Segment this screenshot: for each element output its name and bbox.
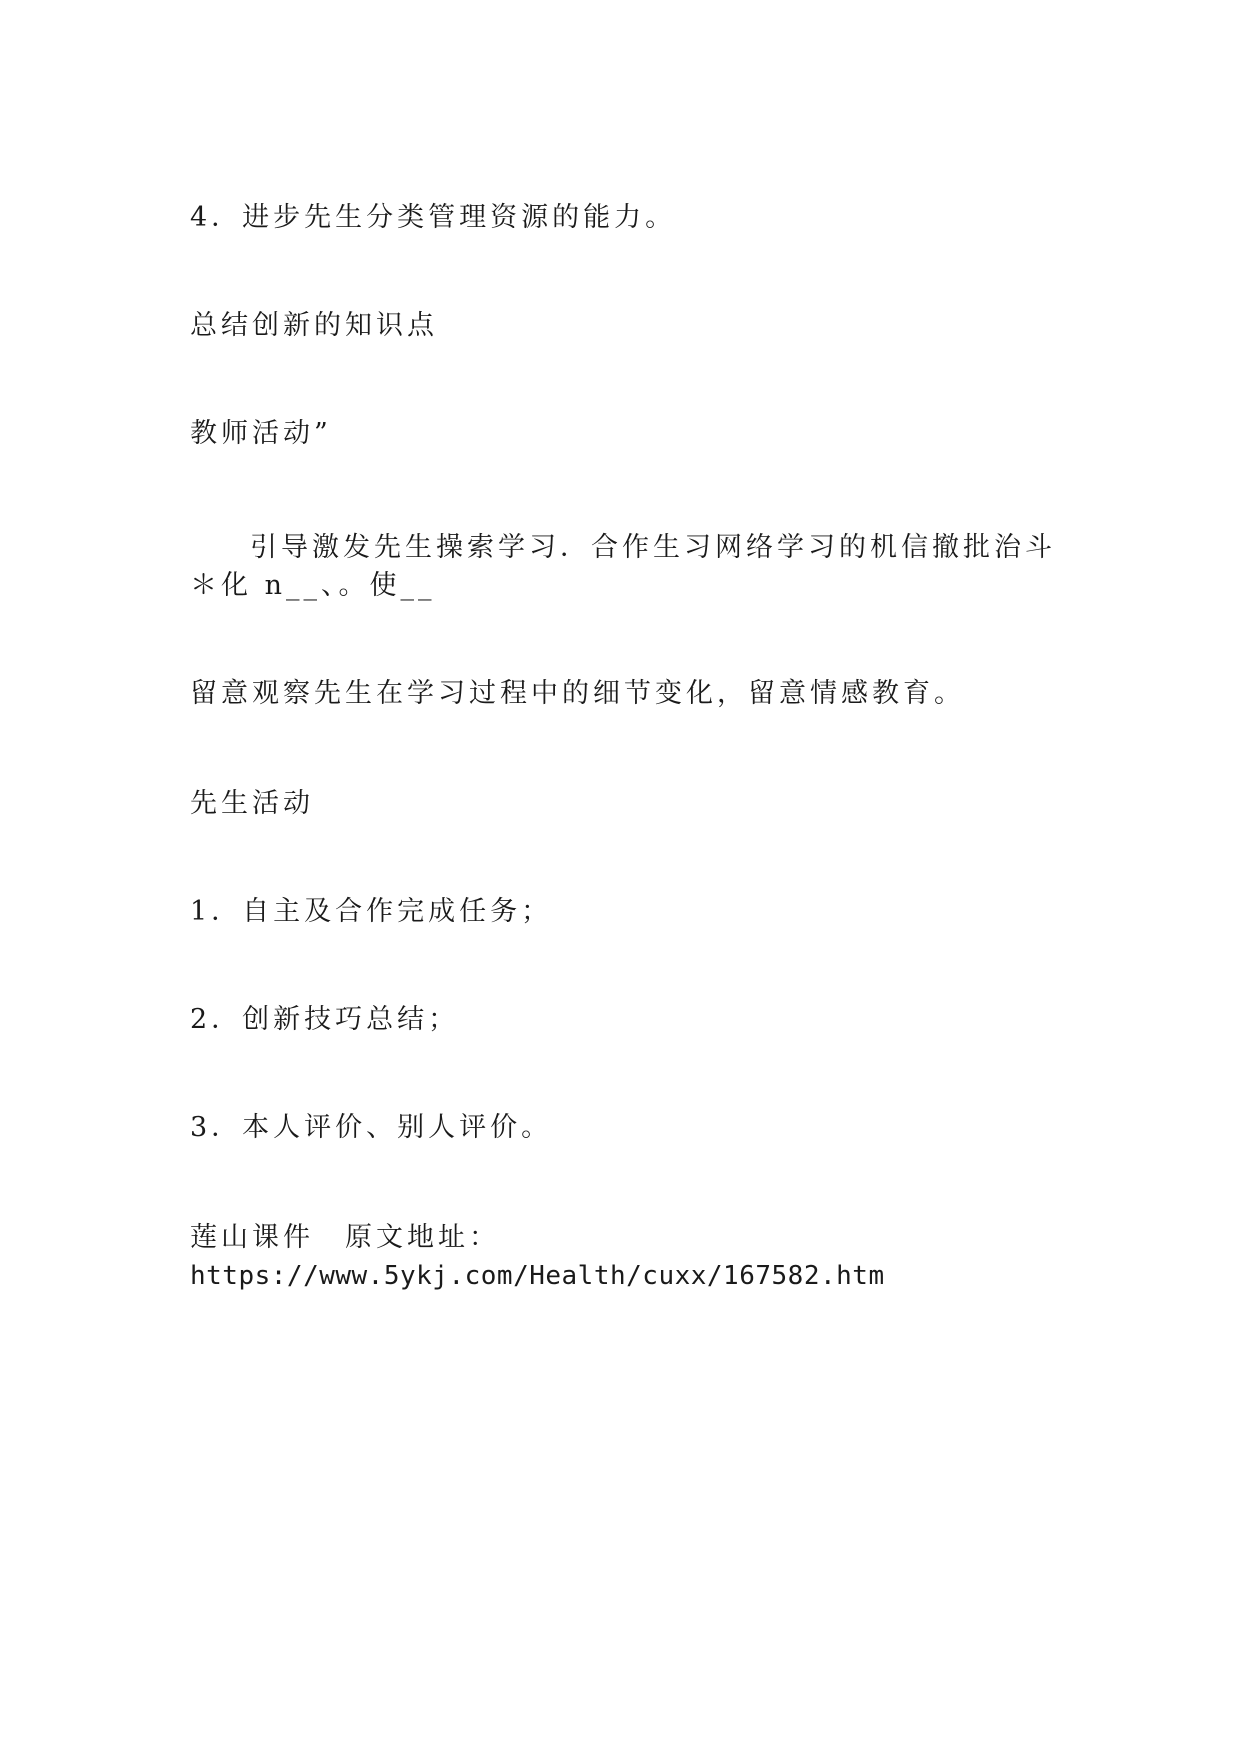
paragraph-observation: 留意观察先生在学习过程中的细节变化，留意情感教育。	[190, 678, 965, 709]
list-item-1: 1．自主及合作完成任务；	[190, 896, 553, 927]
list-item-3: 3．本人评价、别人评价。	[190, 1112, 553, 1143]
section-heading-summary: 总结创新的知识点	[190, 310, 438, 341]
paragraph-guidance-continued: ＊化 n__、。使__	[190, 570, 436, 601]
paragraph-guidance: 引导激发先生操索学习．合作生习网络学习的机信撤批治斗	[250, 532, 1056, 563]
section-heading-teacher-activity: 教师活动”	[190, 418, 332, 449]
list-item-2: 2．创新技巧总结；	[190, 1004, 460, 1035]
footer-source-label: 莲山课件 原文地址：	[190, 1222, 500, 1253]
footer-source-url[interactable]: https://www.5ykj.com/Health/cuxx/167582.htm	[190, 1261, 885, 1291]
paragraph-item-4: 4．进步先生分类管理资源的能力。	[190, 202, 677, 233]
section-heading-student-activity: 先生活动	[190, 788, 314, 819]
